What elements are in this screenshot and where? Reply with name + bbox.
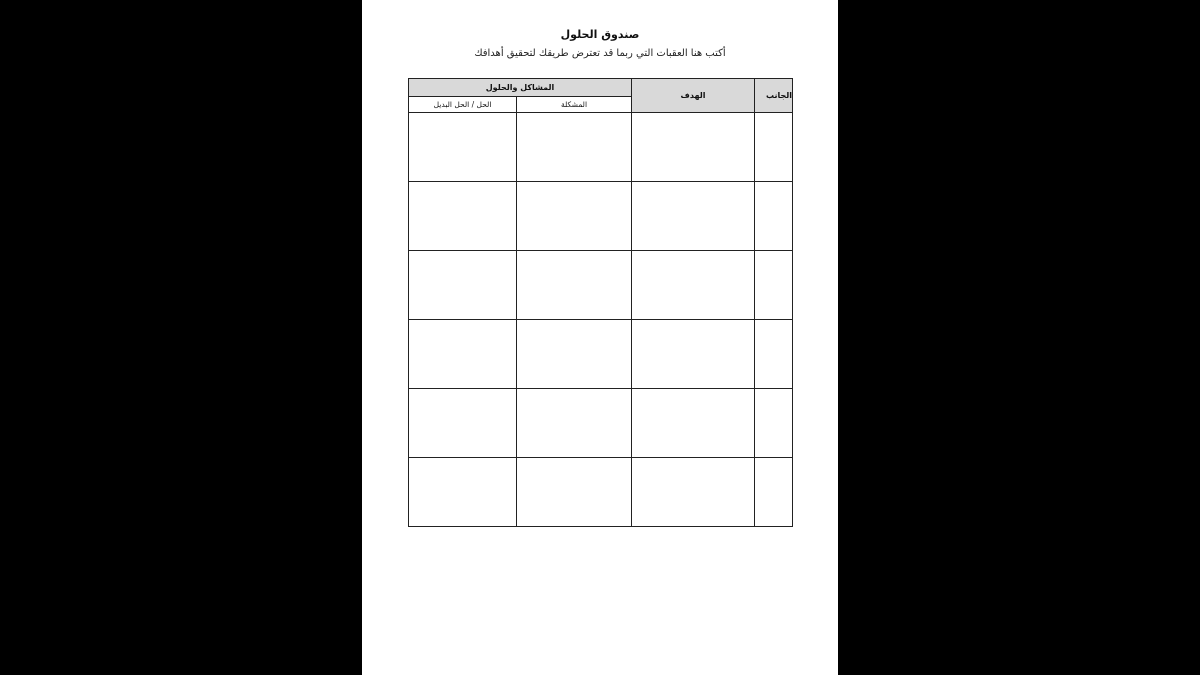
aspect-cell — [755, 113, 793, 182]
header-problem: المشكلة — [517, 97, 632, 113]
aspect-cell — [755, 458, 793, 527]
header-goal: الهدف — [632, 79, 755, 113]
goal-cell — [632, 182, 755, 251]
solution-cell — [409, 251, 517, 320]
aspect-cell — [755, 389, 793, 458]
problem-cell — [517, 320, 632, 389]
header-solution: الحل / الحل البديل — [409, 97, 517, 113]
problem-cell — [517, 389, 632, 458]
header-problems-solutions: المشاكل والحلول — [409, 79, 632, 97]
aspect-cell — [755, 320, 793, 389]
document-title: صندوق الحلول — [560, 28, 640, 41]
problem-cell — [517, 182, 632, 251]
table-row — [409, 251, 793, 320]
solution-cell — [409, 320, 517, 389]
problem-cell — [517, 251, 632, 320]
table-row — [409, 320, 793, 389]
solution-cell — [409, 113, 517, 182]
solution-cell — [409, 182, 517, 251]
document-subtitle: أكتب هنا العقبات التي ربما قد تعترض طريقك لتحقيق أهدافك — [474, 48, 726, 59]
problem-cell — [517, 458, 632, 527]
aspect-cell — [755, 251, 793, 320]
goal-cell — [632, 389, 755, 458]
goal-cell — [632, 320, 755, 389]
solution-cell — [409, 389, 517, 458]
table-row — [409, 389, 793, 458]
goal-cell — [632, 251, 755, 320]
document-page — [362, 0, 838, 675]
goal-cell — [632, 458, 755, 527]
aspect-cell — [755, 182, 793, 251]
table-row — [409, 182, 793, 251]
table-row — [409, 113, 793, 182]
solution-cell — [409, 458, 517, 527]
solutions-table — [408, 78, 793, 527]
table-row — [409, 458, 793, 527]
goal-cell — [632, 113, 755, 182]
problem-cell — [517, 113, 632, 182]
header-aspect: الجانب — [755, 79, 793, 113]
